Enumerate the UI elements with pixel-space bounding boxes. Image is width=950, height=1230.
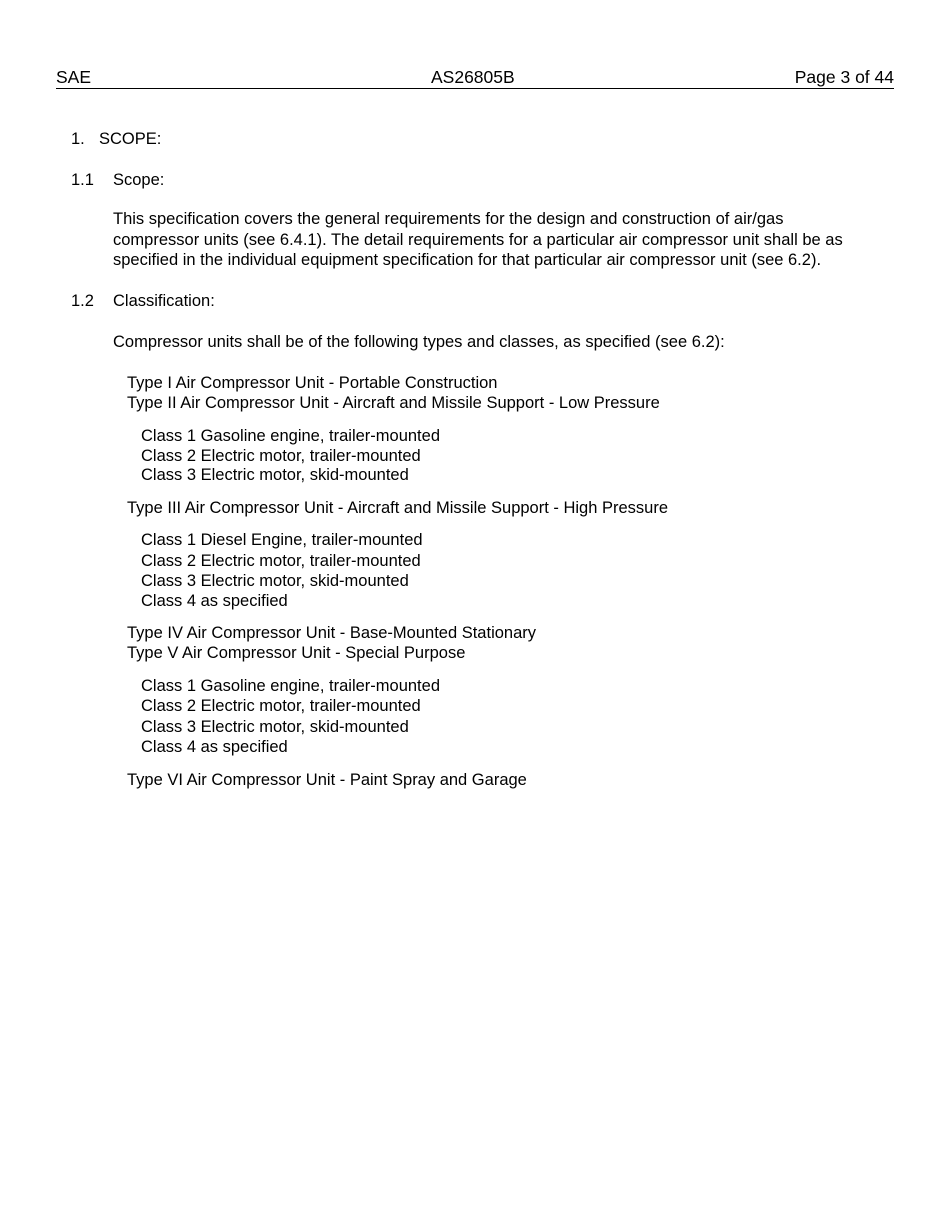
type-5-class-item: Class 1 Gasoline engine, trailer-mounted [141, 677, 440, 695]
type-3-class-item: Class 4 as specified [141, 592, 288, 610]
section-1-1-title: Scope: [113, 171, 165, 189]
scope-paragraph [113, 209, 883, 271]
type-5-line: Type V Air Compressor Unit - Special Purpose [127, 644, 466, 662]
header-page-number: Page 3 of 44 [794, 67, 894, 87]
header-document-number: AS26805B [431, 67, 515, 87]
page-header [56, 66, 894, 89]
classification-intro: Compressor units shall be of the following types and classes, as specified (see 6.2): [113, 333, 725, 351]
section-1-title: SCOPE: [99, 130, 162, 148]
scope-paragraph-line: This specification covers the general requirements for the design and construction of air/gas [113, 210, 784, 228]
type-1-line: Type I Air Compressor Unit - Portable Construction [127, 374, 498, 392]
type-2-class-item: Class 1 Gasoline engine, trailer-mounted [141, 427, 440, 445]
type-5-class-item: Class 2 Electric motor, trailer-mounted [141, 697, 421, 715]
type-2-class-item: Class 3 Electric motor, skid-mounted [141, 466, 409, 484]
section-1-2-title: Classification: [113, 292, 215, 310]
type-4-line: Type IV Air Compressor Unit - Base-Mounted Stationary [127, 624, 537, 642]
section-1-2-number: 1.2 [71, 292, 94, 310]
scope-paragraph-line: specified in the individual equipment specification for that particular air compressor unit (see 6.2). [113, 251, 822, 269]
type-5-class-item: Class 4 as specified [141, 738, 288, 756]
type-3-class-item: Class 2 Electric motor, trailer-mounted [141, 552, 421, 570]
type-5-class-item: Class 3 Electric motor, skid-mounted [141, 718, 409, 736]
scope-paragraph-line: compressor units (see 6.4.1). The detail requirements for a particular air compressor unit shall be as [113, 230, 843, 249]
type-3-class-item: Class 3 Electric motor, skid-mounted [141, 572, 409, 590]
type-2-class-item: Class 2 Electric motor, trailer-mounted [141, 447, 421, 465]
section-1-1-number: 1.1 [71, 171, 94, 189]
type-2-line: Type II Air Compressor Unit - Aircraft and Missile Support - Low Pressure [127, 394, 660, 412]
section-1-number: 1. [71, 130, 85, 148]
type-3-class-item: Class 1 Diesel Engine, trailer-mounted [141, 531, 423, 549]
type-3-line: Type III Air Compressor Unit - Aircraft and Missile Support - High Pressure [127, 499, 669, 517]
type-6-line: Type VI Air Compressor Unit - Paint Spray and Garage [127, 771, 527, 789]
header-organization: SAE [56, 67, 92, 87]
